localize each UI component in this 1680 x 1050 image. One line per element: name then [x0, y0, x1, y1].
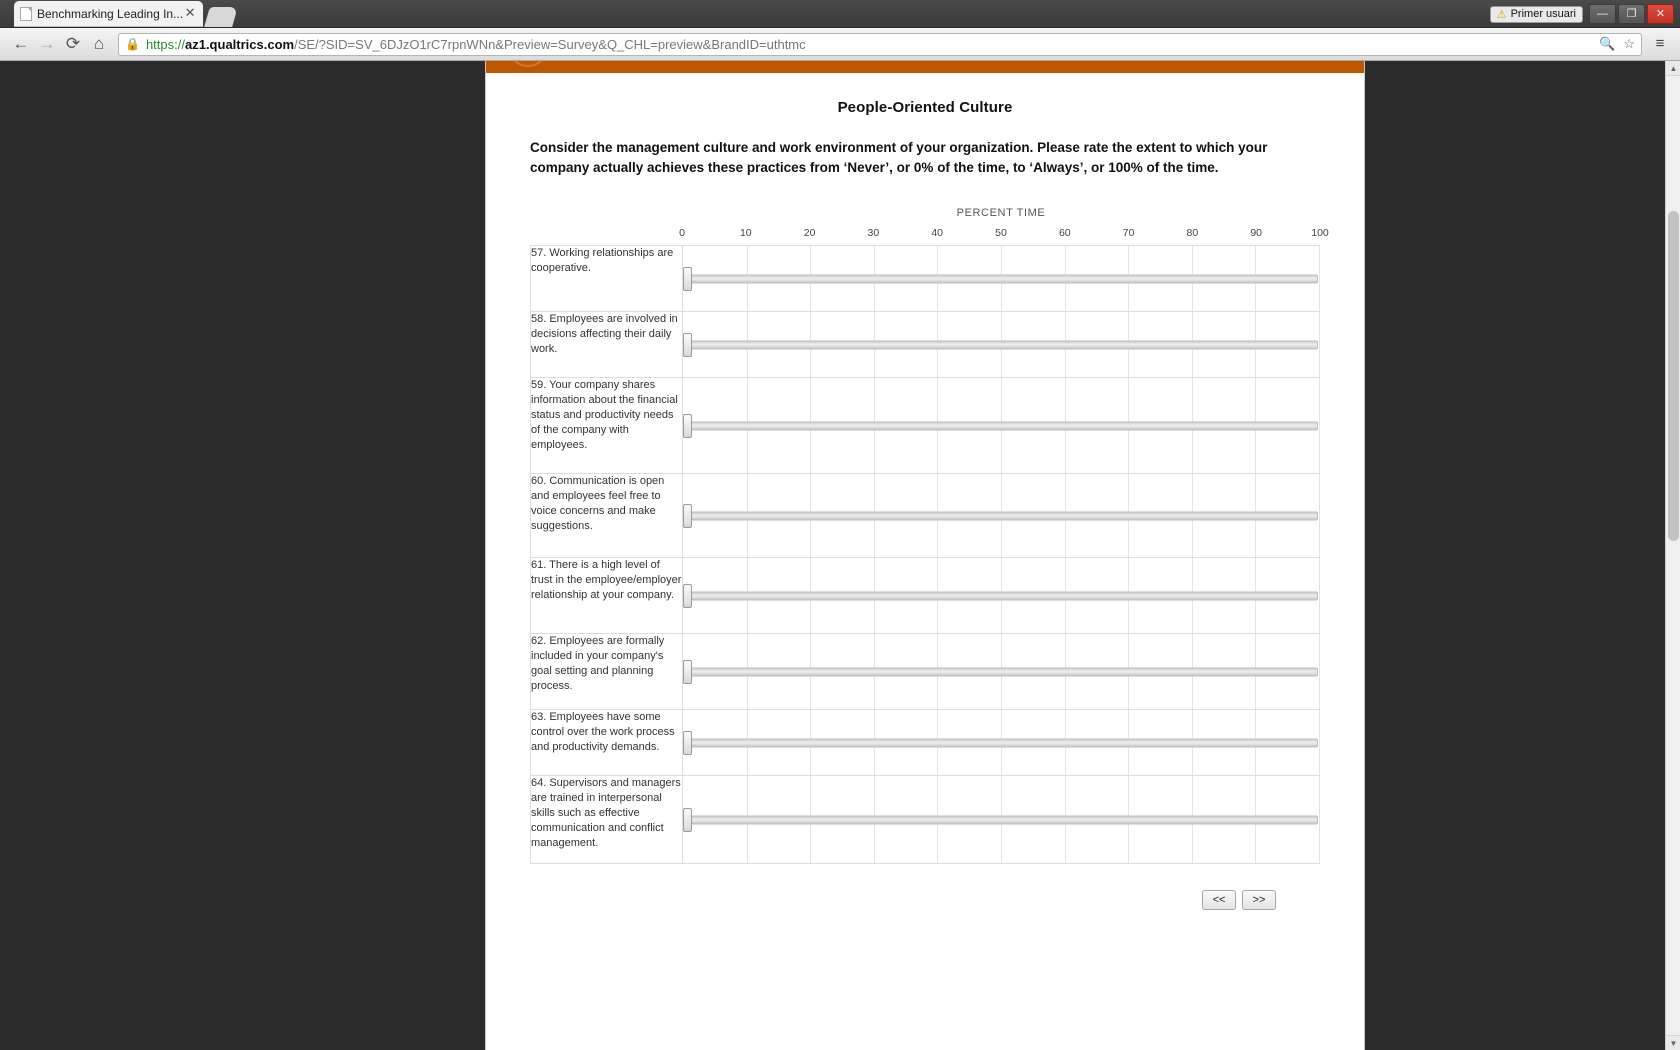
browser-toolbar — [0, 28, 1680, 61]
statement-label: 62. Employees are formally included in your company's goal setting and planning process. — [531, 634, 683, 710]
slider-track[interactable] — [683, 667, 1318, 676]
survey-body — [486, 99, 1364, 936]
back-button[interactable]: ← — [12, 34, 30, 53]
scale-axis-label: PERCENT TIME — [956, 207, 1046, 220]
slider-handle[interactable] — [683, 731, 692, 755]
matrix-grid — [530, 227, 1329, 864]
forward-button[interactable]: → — [38, 34, 56, 53]
user-profile-label: Primer usuari — [1510, 8, 1576, 20]
slider-handle[interactable] — [683, 414, 692, 438]
survey-navigation — [530, 864, 1320, 936]
statement-label: 57. Working relationships are cooperative. — [531, 246, 683, 312]
omnibox-icons — [1599, 36, 1635, 52]
slider-handle[interactable] — [683, 504, 692, 528]
scale-tick-100: 100 — [1311, 227, 1329, 240]
slider-cell[interactable] — [683, 558, 1320, 634]
scale-tick-80: 80 — [1186, 227, 1199, 240]
slider-handle[interactable] — [683, 267, 692, 291]
slider-cell[interactable] — [683, 246, 1320, 312]
table-row — [531, 558, 1320, 634]
tab-title: Benchmarking Leading In... — [37, 7, 184, 21]
title-bar — [0, 0, 1680, 28]
table-row — [531, 710, 1320, 776]
slider-cell[interactable] — [683, 474, 1320, 558]
table-row — [531, 246, 1320, 312]
lock-icon: 🔒 — [125, 37, 140, 51]
home-button[interactable]: ⌂ — [93, 34, 105, 53]
survey-page — [485, 61, 1365, 1050]
question-instructions: Consider the management culture and work environment of your organization. Please rate the extent to which your company actually achieves these practices from ‘Never’, or 0% of the time, to ‘Always’, or 100% of the time. — [530, 140, 1268, 175]
bookmark-star-icon[interactable]: ☆ — [1623, 36, 1635, 51]
scale-tick-10: 10 — [739, 227, 752, 240]
scale-tick-row — [679, 227, 1329, 241]
statement-label: 58. Employees are involved in decisions affecting their daily work. — [531, 312, 683, 378]
slider-cell[interactable] — [683, 378, 1320, 474]
table-row — [531, 474, 1320, 558]
scale-tick-60: 60 — [1058, 227, 1071, 240]
slider-handle[interactable] — [683, 584, 692, 608]
slider-handle[interactable] — [683, 333, 692, 357]
slider-track[interactable] — [683, 815, 1318, 824]
scroll-up-arrow-icon[interactable]: ▲ — [1666, 61, 1680, 76]
slider-matrix-table — [530, 245, 1320, 864]
reload-button[interactable]: ⟳ — [65, 34, 81, 53]
maximize-button[interactable]: ❐ — [1618, 4, 1645, 24]
url-path: /SE/?SID=SV_6DJzO1rC7rpnWNn&Preview=Survey&Q_CHL=preview&BrandID=uthtmc — [294, 36, 806, 52]
table-row — [531, 378, 1320, 474]
window-controls — [1490, 0, 1680, 28]
tab-close-icon[interactable]: ✕ — [184, 5, 196, 20]
brand-header-bar — [486, 61, 1364, 73]
slider-cell[interactable] — [683, 312, 1320, 378]
slider-track[interactable] — [683, 591, 1318, 600]
table-row — [531, 312, 1320, 378]
slider-cell[interactable] — [683, 634, 1320, 710]
page-title: People-Oriented Culture — [837, 99, 1013, 116]
slider-cell[interactable] — [683, 710, 1320, 776]
page-scrollbar[interactable] — [1665, 61, 1680, 1050]
url-text — [146, 37, 806, 52]
zoom-icon[interactable]: 🔍 — [1599, 36, 1616, 51]
previous-page-button[interactable]: << — [1202, 890, 1236, 910]
slider-track[interactable] — [683, 738, 1318, 747]
statement-label: 61. There is a high level of trust in the employee/employer relationship at your company. — [531, 558, 683, 634]
user-profile-chip[interactable] — [1490, 6, 1583, 23]
scale-tick-70: 70 — [1122, 227, 1135, 240]
next-page-button[interactable]: >> — [1242, 890, 1276, 910]
table-row — [531, 776, 1320, 864]
scale-tick-0: 0 — [679, 227, 685, 240]
page-favicon-icon — [20, 7, 32, 21]
slider-handle[interactable] — [683, 660, 692, 684]
new-tab-button[interactable] — [204, 7, 238, 27]
scale-tick-40: 40 — [931, 227, 944, 240]
address-bar[interactable] — [118, 33, 1642, 56]
scrollbar-thumb[interactable] — [1668, 211, 1679, 541]
statement-label: 63. Employees have some control over the work process and productivity demands. — [531, 710, 683, 776]
url-scheme: https:// — [145, 36, 185, 52]
table-row — [531, 634, 1320, 710]
scale-tick-50: 50 — [995, 227, 1007, 240]
statement-label: 60. Communication is open and employees feel free to voice concerns and make suggestions. — [531, 474, 683, 558]
warning-icon: ⚠ — [1496, 8, 1507, 21]
slider-track[interactable] — [683, 274, 1318, 283]
scroll-down-arrow-icon[interactable]: ▼ — [1666, 1035, 1680, 1050]
close-window-button[interactable]: ✕ — [1647, 4, 1674, 24]
slider-track[interactable] — [683, 340, 1318, 349]
scale-tick-30: 30 — [867, 227, 880, 240]
page-viewport — [0, 61, 1680, 1050]
scale-tick-20: 20 — [803, 227, 816, 240]
statement-label: 64. Supervisors and managers are trained in interpersonal skills such as effective communication and conflict management. — [531, 776, 683, 864]
browser-tab[interactable] — [14, 1, 203, 27]
slider-handle[interactable] — [683, 808, 692, 832]
browser-menu-icon[interactable]: ≡ — [1655, 35, 1665, 52]
url-host: az1.qualtrics.com — [184, 36, 295, 52]
organization-seal-icon — [508, 61, 548, 67]
slider-track[interactable] — [683, 421, 1318, 430]
slider-track[interactable] — [683, 511, 1318, 520]
statement-label: 59. Your company shares information about the financial status and productivity needs of the company with employees. — [531, 378, 683, 474]
scale-tick-90: 90 — [1250, 227, 1263, 240]
minimize-button[interactable]: — — [1589, 4, 1616, 24]
slider-cell[interactable] — [683, 776, 1320, 864]
